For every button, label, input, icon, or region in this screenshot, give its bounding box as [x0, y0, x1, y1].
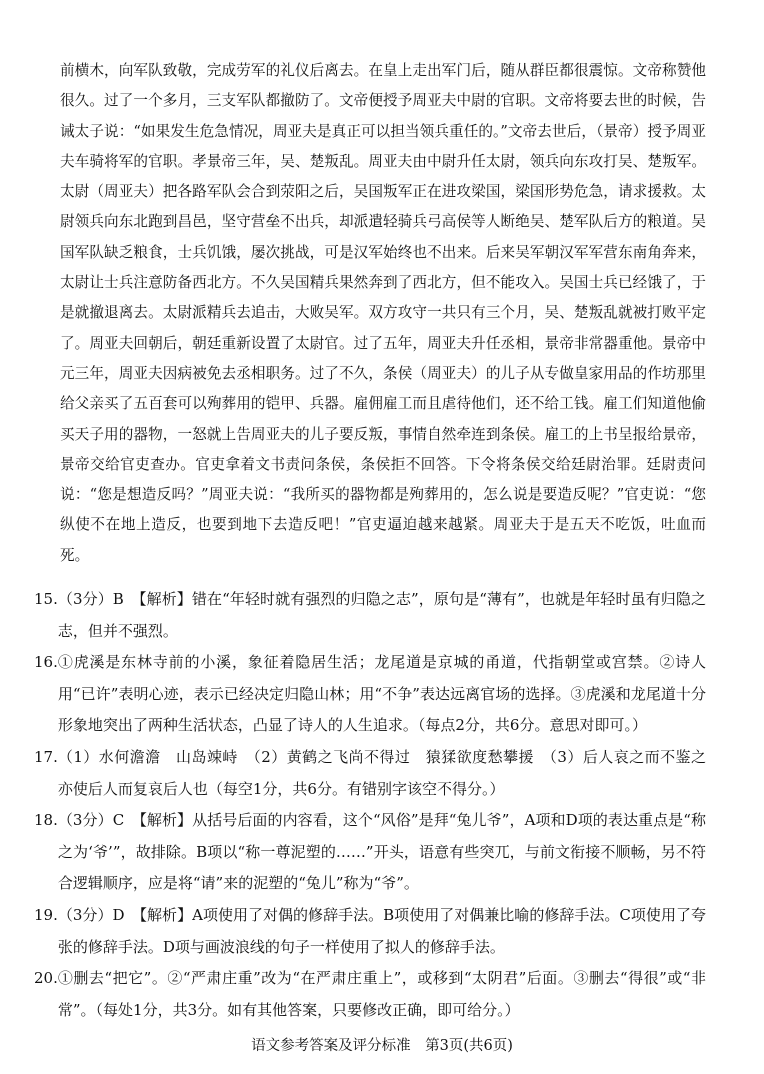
answer-item-18 — [34, 805, 706, 900]
answer-item-16 — [34, 647, 706, 742]
answer-item-19 — [34, 900, 706, 963]
question-number: 16. — [34, 653, 58, 672]
page-footer: 语文参考答案及评分标准 第3页(共6页) — [251, 1038, 513, 1054]
question-number: 18. — [34, 811, 58, 830]
answer-list — [34, 584, 722, 1026]
answer-item-15 — [34, 584, 706, 647]
answer-item-17 — [34, 742, 722, 805]
answer-text: （3分）D 【解析】A项使用了对偶的修辞手法。B项使用了对偶兼比喻的修辞手法。C项使用了夸张的修辞手法。D项与画波浪线的句子一样使用了拟人的修辞手法。 — [57, 905, 706, 956]
answer-text: ①删去“把它”。②“严肃庄重”改为“在严肃庄重上”，或移到“太阴君”后面。③删去“得很”或“非常”。（每处1分，共3分。如有其他答案，只要修改正确，即可给分。） — [57, 969, 706, 1019]
question-number: 20. — [34, 969, 58, 988]
passage-text: 前横木，向军队致敬，完成劳军的礼仪后离去。在皇上走出军门后，随从群臣都很震惊。文帝称赞他很久。过了一个多月，三支军队都撤防了。文帝便授予周亚夫中尉的官职。文帝将要去世的时候，告诫太子说：“如果发生危急情况，周亚夫是真正可以担当领兵重任的。”文帝去世后，（景帝）授予周亚夫车骑将军的官职。孝景帝三年，吴、楚叛乱。周亚夫由中尉升任太尉，领兵向东攻打吴、楚叛军。太尉（周亚夫）把各路军队会合到荥阳之后，吴国叛军正在进攻梁国，梁国形势危急，请求援救。太尉领兵向东北跑到昌邑，坚守营垒不出兵，却派遣轻骑兵弓高侯等人断绝吴、楚军队后方的粮道。吴国军队缺乏粮食，士兵饥饿，屡次挑战，可是汉军始终也不出来。后来吴军朝汉军军营东南角奔来，太尉让士兵注意防备西北方。不久吴国精兵果然奔到了西北方，但不能攻入。吴国士兵已经饿了，于是就撤退离去。太尉派精兵去追击，大败吴军。双方攻守一共只有三个月，吴、楚叛乱就被打败平定了。周亚夫回朝后，朝廷重新设置了太尉官。过了五年，周亚夫升任丞相，景帝非常器重他。景帝中元三年，周亚夫因病被免去丞相职务。过了不久，条侯（周亚夫）的儿子从专做皇家用品的作坊那里给父亲买了五百套可以殉葬用的铠甲、兵器。雇佣雇工而且虐待他们，还不给工钱。雇工们知道他偷买天子用的器物，一怒就上告周亚夫的儿子要反叛，事情自然牵连到条侯。雇工的上书呈报给景帝，景帝交给官吏查办。官吏拿着文书责问条侯，条侯拒不回答。下令将条侯交给廷尉治罪。廷尉责问说：“您是想造反吗？”周亚夫说：“我所买的器物都是殉葬用的，怎么说是要造反呢？”官吏说：“您纵使不在地上造反，也要到地下去造反吧！”官吏逼迫越来越紧。周亚夫于是五天不吃饭，吐血而死。 — [60, 62, 706, 564]
translation-passage — [60, 56, 706, 571]
answer-text: （3分）C 【解析】从括号后面的内容看，这个“风俗”是拜“兔儿爷”，A项和D项的表达重点是“称之为‘爷’”，故排除。B项以“称一尊泥塑的……”开头，语意有些突兀，与前文衔接不顺畅，另不符合逻辑顺序，应是将“请”来的泥塑的“兔儿”称为“爷”。 — [57, 811, 706, 893]
answer-text: ①虎溪是东林寺前的小溪，象征着隐居生活；龙尾道是京城的甬道，代指朝堂或宫禁。②诗人用“已许”表明心迹，表示已经决定归隐山林；用“不争”表达远离官场的选择。③虎溪和龙尾道十分形象地突出了两种生活状态，凸显了诗人的人生追求。（每点2分，共6分。意思对即可。） — [57, 653, 706, 735]
question-number: 19. — [34, 905, 58, 924]
question-number: 15. — [34, 590, 58, 608]
answer-text: （1）水何澹澹 山岛竦峙 （2）黄鹤之飞尚不得过 猿猱欲度愁攀援 （3）后人哀之而不鉴之 亦使后人而复哀后人也（每空1分，共6分。有错别字该空不得分。） — [57, 747, 722, 798]
question-number: 17. — [34, 747, 58, 766]
answer-text: （3分）B 【解析】错在“年轻时就有强烈的归隐之志”，原句是“薄有”，也就是年轻时虽有归隐之志，但并不强烈。 — [57, 590, 706, 640]
answer-item-20 — [34, 963, 706, 1026]
